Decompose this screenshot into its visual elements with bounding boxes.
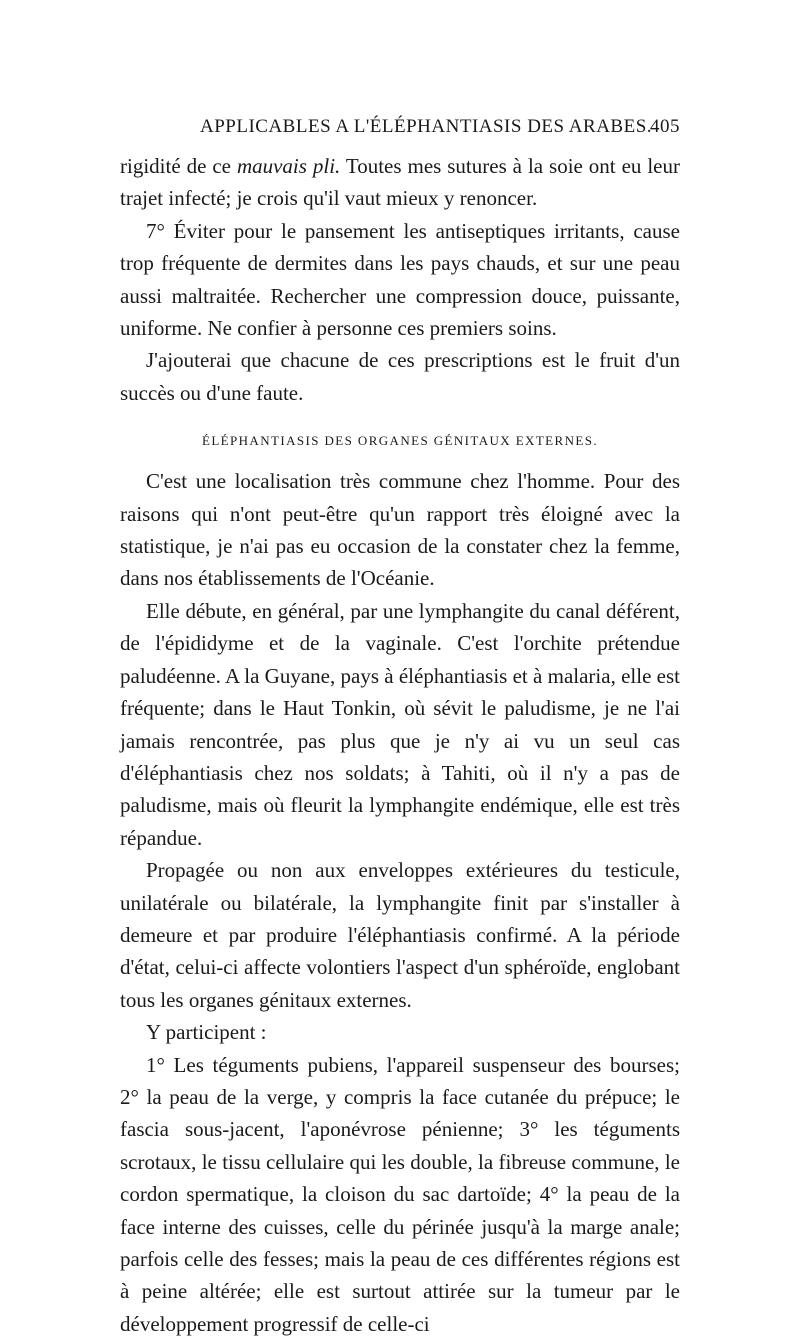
- section-title: ÉLÉPHANTIASIS DES ORGANES GÉNITAUX EXTERNES.: [201, 433, 599, 449]
- page-number: 405: [650, 116, 680, 137]
- paragraph-7: Y participent :: [146, 1020, 267, 1045]
- paragraph-3: J'ajouterai que chacune de ces prescriptions est le fruit d'un succès ou d'une faute.: [120, 348, 680, 405]
- paragraph-8: 1° Les téguments pubiens, l'appareil suspenseur des bourses; 2° la peau de la verge, y compris la face cutanée du prépuce; le fascia sous-jacent, l'aponévrose pénienne; 3° les téguments scrotaux, le tissu cellulaire qui les double, la fibreuse commune, le cordon spermatique, la cloison du sac dartoïde; 4° la peau de la face interne des cuisses, celle du périnée jusqu'à la marge anale; parfois celle des fesses; mais la peau de ces différentes régions est à peine altérée; elle est surtout attirée sur la tumeur par le développement progressif de celle-ci: [120, 1052, 680, 1336]
- running-title: APPLICABLES A L'ÉLÉPHANTIASIS DES ARABES.: [200, 116, 653, 137]
- italic-phrase: mauvais pli.: [236, 154, 341, 178]
- running-header: [120, 116, 680, 146]
- body-text: [120, 150, 680, 1340]
- paragraph-2: 7° Éviter pour le pansement les antiseptiques irritants, cause trop fréquente de dermites dans les pays chauds, et sur une peau aussi maltraitée. Rechercher une compression douce, puissante, uniforme. Ne confier à personne ces premiers soins.: [120, 218, 680, 341]
- paragraph-1: rigidité de ce mauvais pli. Toutes mes sutures à la soie ont eu leur trajet infecté; je crois qu'il vaut mieux y renoncer.: [120, 154, 680, 211]
- paragraph-5: Elle débute, en général, par une lymphangite du canal déférent, de l'épididyme et de la vaginale. C'est l'orchite prétendue paludéenne. A la Guyane, pays à éléphantiasis et à malaria, elle est fréquente; dans le Haut Tonkin, où sévit le paludisme, je ne l'ai jamais rencontrée, pas plus que je n'y ai vu un seul cas d'éléphantiasis chez nos soldats; à Tahiti, où il n'y a pas de paludisme, mais où fleurit la lymphangite endémique, elle est très répandue.: [120, 598, 680, 850]
- paragraph-6: Propagée ou non aux enveloppes extérieures du testicule, unilatérale ou bilatérale, la lymphangite finit par s'installer à demeure et par produire l'éléphantiasis confirmé. A la période d'état, celui-ci affecte volontiers l'aspect d'un sphéroïde, englobant tous les organes génitaux externes.: [120, 858, 680, 1012]
- paragraph-4: C'est une localisation très commune chez l'homme. Pour des raisons qui n'ont peut-être qu'un rapport très éloigné avec la statistique, je n'ai pas eu occasion de la constater chez la femme, dans nos établissements de l'Océanie.: [120, 469, 680, 591]
